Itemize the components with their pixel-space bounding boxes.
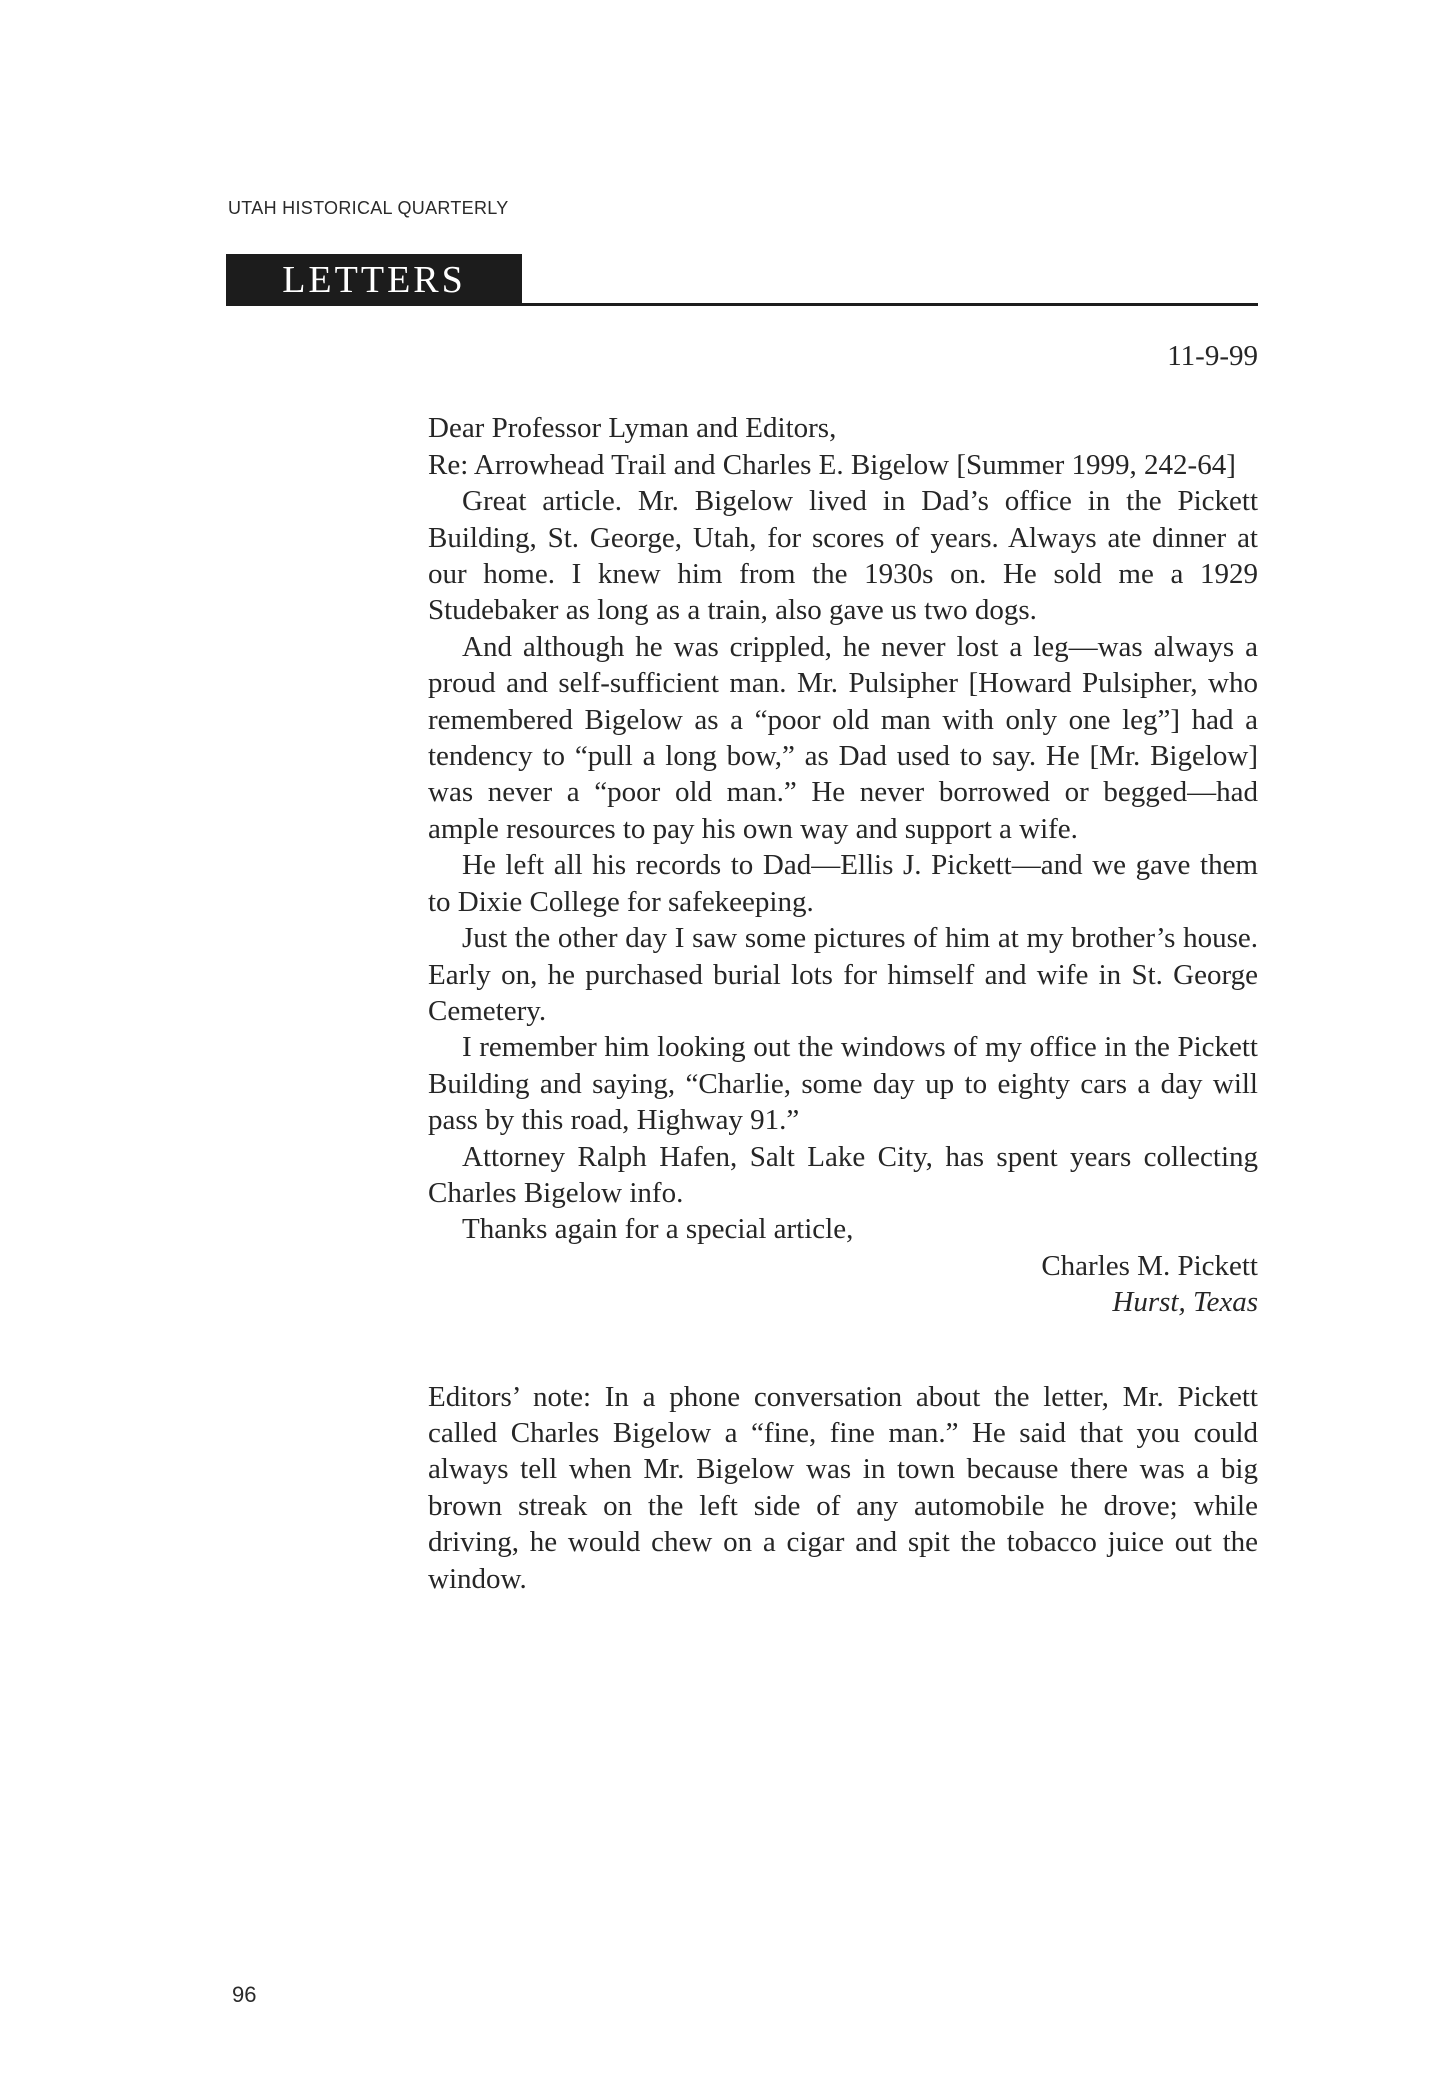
editors-note: Editors’ note: In a phone conversation about the letter, Mr. Pickett called Charles Bigelow a “fine, fine man.” He said that you could always tell when Mr. Bigelow was in town because there was a big brown streak on the left side of any automobile he drove; while driving, he would chew on a cigar and spit the tobacco juice out the window. (428, 1380, 1258, 1595)
letter-paragraph: He left all his records to Dad—Ellis J. Pickett—and we gave them to Dixie College for safekeeping. (428, 849, 1258, 918)
letter-paragraph: And although he was crippled, he never lost a leg—was always a proud and self-sufficient man. Mr. Pulsipher [Howard Pulsipher, who remembered Bigelow as a “poor old man with only one leg”] had a tendency to “pull a long bow,” as Dad used to say. He [Mr. Bigelow] was never a “poor old man.” He never borrowed or begged—had ample resources to pay his own way and support a wife. (428, 630, 1258, 845)
letter-paragraph: Just the other day I saw some pictures of him at my brother’s house. Early on, he purchased burial lots for himself and wife in St. George Cemetery. (428, 922, 1258, 1027)
letter-paragraph: Great article. Mr. Bigelow lived in Dad’s office in the Pickett Building, St. George, Utah, for scores of years. Always ate dinner at our home. I knew him from the 1930s on. He sold me a 1929 Studebaker as long as a train, also gave us two dogs. (428, 485, 1258, 627)
letter-paragraph: Attorney Ralph Hafen, Salt Lake City, has spent years collecting Charles Bigelow info. (428, 1140, 1258, 1209)
page-number: 96 (232, 1982, 257, 2007)
letter-re-line: Re: Arrowhead Trail and Charles E. Bigelow [Summer 1999, 242-64] (428, 448, 1236, 481)
section-rule (522, 303, 1258, 306)
section-header (226, 254, 1258, 306)
signature-place: Hurst, Texas (1112, 1286, 1258, 1319)
section-title: LETTERS (226, 254, 522, 306)
running-head: UTAH HISTORICAL QUARTERLY (228, 198, 509, 218)
letter-date: 11-9-99 (1167, 340, 1258, 372)
signature-name: Charles M. Pickett (1041, 1249, 1258, 1282)
letter-paragraph: I remember him looking out the windows of my office in the Pickett Building and saying, “Charlie, some day up to eighty cars a day will pass by this road, Highway 91.” (428, 1031, 1258, 1137)
letter-body (428, 338, 1258, 1597)
letter-salutation: Dear Professor Lyman and Editors, (428, 412, 837, 445)
letter-closing: Thanks again for a special article, (462, 1213, 854, 1246)
